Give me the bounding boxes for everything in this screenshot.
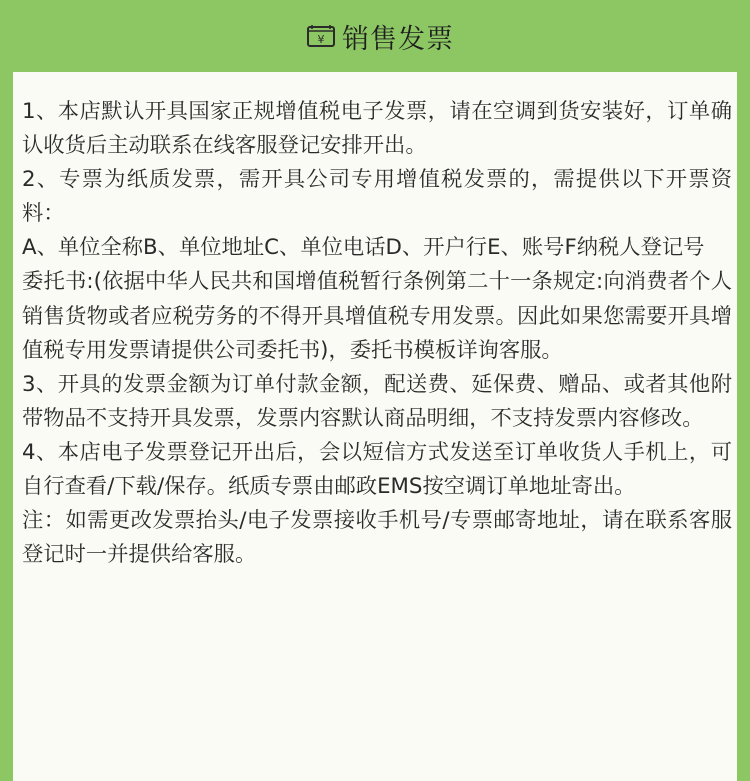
notice-paragraph-5: 3、开具的发票金额为订单付款金额，配送费、延保费、赠品、或者其他附带物品不支持开具发票，发票内容默认商品明细，不支持发票内容修改。 <box>22 371 732 431</box>
notice-paragraph-6: 4、本店电子发票登记开出后，会以短信方式发送至订单收货人手机上，可自行查看/下载/保存。纸质专票由邮政EMS按空调订单地址寄出。 <box>22 439 732 500</box>
notice-paragraph-4: 委托书:(依据中华人民共和国增值税暂行条例第二十一条规定:向消费者个人销售货物或者应税劳务的不得开具增值税专用发票。因此如果您需要开具增值税专用发票请提供公司委托书)，委托书模板详询客服。 <box>22 269 732 363</box>
header-bar <box>0 0 750 72</box>
header-title-group <box>306 17 454 56</box>
notice-paragraph-3: A、单位全称B、单位地址C、单位电话D、开户行E、账号F纳税人登记号 <box>22 235 705 261</box>
notice-paragraph-2: 2、专票为纸质发票，需开具公司专用增值税发票的，需提供以下开票资料： <box>22 167 732 227</box>
invoice-icon <box>306 23 336 49</box>
notice-paragraph-1: 1、本店默认开具国家正规增值税电子发票，请在空调到货安装好，订单确认收货后主动联系在线客服登记安排开出。 <box>22 99 732 159</box>
svg-text:¥: ¥ <box>317 33 325 46</box>
invoice-notice-text <box>22 95 732 572</box>
page-title: 销售发票 <box>342 23 454 55</box>
notice-paragraph-7: 注：如需更改发票抬头/电子发票接收手机号/专票邮寄地址，请在联系客服登记时一并提供给客服。 <box>22 508 732 568</box>
